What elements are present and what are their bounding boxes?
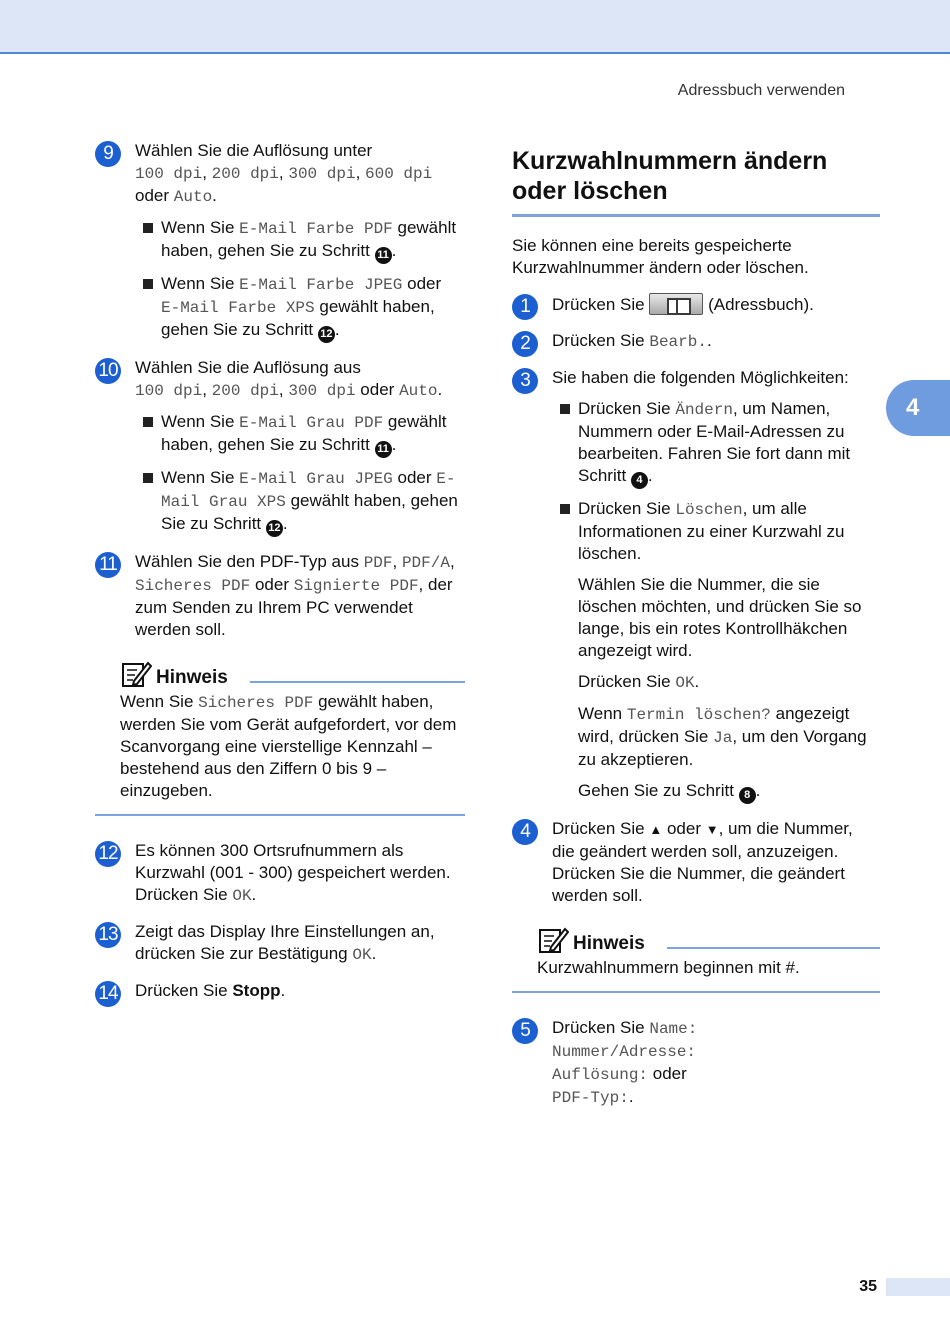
step-number: 9 [95, 141, 121, 167]
step-number: 10 [95, 358, 121, 384]
step-number: 4 [512, 819, 538, 845]
chapter-tab: 4 [886, 380, 950, 436]
step-number: 11 [95, 552, 121, 578]
step-2: 2 Drücken Sie Bearb.. [512, 330, 880, 353]
step-13: 13 Zeigt das Display Ihre Einstellungen an, drücken Sie zur Bestätigung OK. [95, 921, 465, 966]
step-number: 14 [95, 981, 121, 1007]
left-column [95, 140, 465, 1016]
address-book-icon [649, 293, 703, 315]
step-number: 1 [512, 294, 538, 320]
step-reference: 11 [375, 247, 392, 264]
step-number: 13 [95, 922, 121, 948]
step-9: 9 Wählen Sie die Auflösung unter 100 dpi, 200 dpi, 300 dpi, 600 dpi oder Auto. Wenn Sie E-Mail Farbe PDF gewählt haben, gehen Sie zu Schritt 11 . Wenn Sie E-Mail Farbe JPEG oder E-Mail Farbe XPS gewählt haben, gehen Sie zu Schritt 12 . [95, 140, 465, 343]
step-number: 2 [512, 331, 538, 357]
top-banner [0, 0, 950, 54]
page-number: 35 [859, 1278, 877, 1295]
arrow-down-icon: ▼ [705, 822, 719, 837]
note-title: Hinweis [573, 933, 645, 954]
note-rule [667, 947, 880, 949]
step-reference: 8 [739, 787, 756, 804]
option-bullet: Drücken Sie Ändern, um Namen, Nummern oder E-Mail-Adressen zu bearbeiten. Fahren Sie fort dann mit Schritt 4 . [552, 398, 880, 489]
arrow-up-icon: ▲ [649, 822, 663, 837]
step-reference: 12 [266, 520, 283, 537]
step-number: 5 [512, 1018, 538, 1044]
step-reference: 12 [318, 326, 335, 343]
running-header: Adressbuch verwenden [677, 82, 845, 99]
note-pencil-icon [120, 659, 152, 689]
option-bullet: Wenn Sie E-Mail Farbe JPEG oder E-Mail Farbe XPS gewählt haben, gehen Sie zu Schritt 12 . [135, 273, 465, 343]
step-12: 12 Es können 300 Ortsrufnummern als Kurzwahl (001 - 300) gespeichert werden. Drücken Sie OK. [95, 840, 465, 907]
step-1: 1 Drücken Sie (Adressbuch). [512, 293, 880, 316]
step-14: 14 Drücken Sie Stopp. [95, 980, 465, 1002]
step-5: 5 Drücken Sie Name: Nummer/Adresse: Auflösung: oder PDF-Typ:. [512, 1017, 880, 1109]
section-intro: Sie können eine bereits gespeicherte Kurzwahlnummer ändern oder löschen. [512, 236, 809, 277]
step-reference: 11 [375, 441, 392, 458]
step-reference: 4 [631, 472, 648, 489]
step-4: 4 Drücken Sie ▲ oder ▼, um die Nummer, die geändert werden soll, anzuzeigen. Drücken Sie die Nummer, die geändert werden soll. [512, 818, 880, 907]
note-box: Hinweis Kurzwahlnummern beginnen mit #. [512, 925, 880, 993]
section-title: Kurzwahlnummern ändern oder löschen [512, 146, 880, 217]
step-number: 3 [512, 368, 538, 394]
note-box: Hinweis Wenn Sie Sicheres PDF gewählt haben, werden Sie vom Gerät aufgefordert, vor dem Scanvorgang eine vierstellige Kennzahl – bestehend aus den Ziffern 0 bis 9 – einzugeben. [95, 659, 465, 816]
note-title: Hinweis [156, 667, 228, 688]
step-number: 12 [95, 841, 121, 867]
page-number-bar [886, 1278, 950, 1296]
option-bullet: Wenn Sie E-Mail Grau PDF gewählt haben, gehen Sie zu Schritt 11 . [135, 411, 465, 458]
step-3: 3 Sie haben die folgenden Möglichkeiten: Drücken Sie Ändern, um Namen, Nummern oder E-Mail-Adressen zu bearbeiten. Fahren Sie fort dann mit Schritt 4 . Drücken Sie Löschen, um alle Informationen zu einer Kurzwahl zu löschen. Wählen Sie die Nummer, die sie löschen möchten, und drücken Sie so lange, bis ein rotes Kontrollhäkchen angezeigt wird. Drücken Sie OK. Wenn Termin löschen? angezeigt wird, drücken Sie Ja, um den Vorgang zu akzeptieren. Gehen Sie zu Schritt 8 . [512, 367, 880, 804]
note-rule [250, 681, 465, 683]
option-bullet: Wenn Sie E-Mail Farbe PDF gewählt haben, gehen Sie zu Schritt 11 . [135, 217, 465, 264]
option-bullet: Wenn Sie E-Mail Grau JPEG oder E-Mail Grau XPS gewählt haben, gehen Sie zu Schritt 12 . [135, 467, 465, 537]
step-11: 11 Wählen Sie den PDF-Typ aus PDF, PDF/A, Sicheres PDF oder Signierte PDF, der zum Senden zu Ihrem PC verwendet werden soll. [95, 551, 465, 641]
option-bullet: Drücken Sie Löschen, um alle Informationen zu einer Kurzwahl zu löschen. [552, 498, 880, 565]
right-column [512, 140, 880, 1123]
step-10: 10 Wählen Sie die Auflösung aus 100 dpi, 200 dpi, 300 dpi oder Auto. Wenn Sie E-Mail Grau PDF gewählt haben, gehen Sie zu Schritt 11 . Wenn Sie E-Mail Grau JPEG oder E-Mail Grau XPS gewählt haben, gehen Sie zu Schritt 12 . [95, 357, 465, 537]
note-pencil-icon [537, 925, 569, 955]
